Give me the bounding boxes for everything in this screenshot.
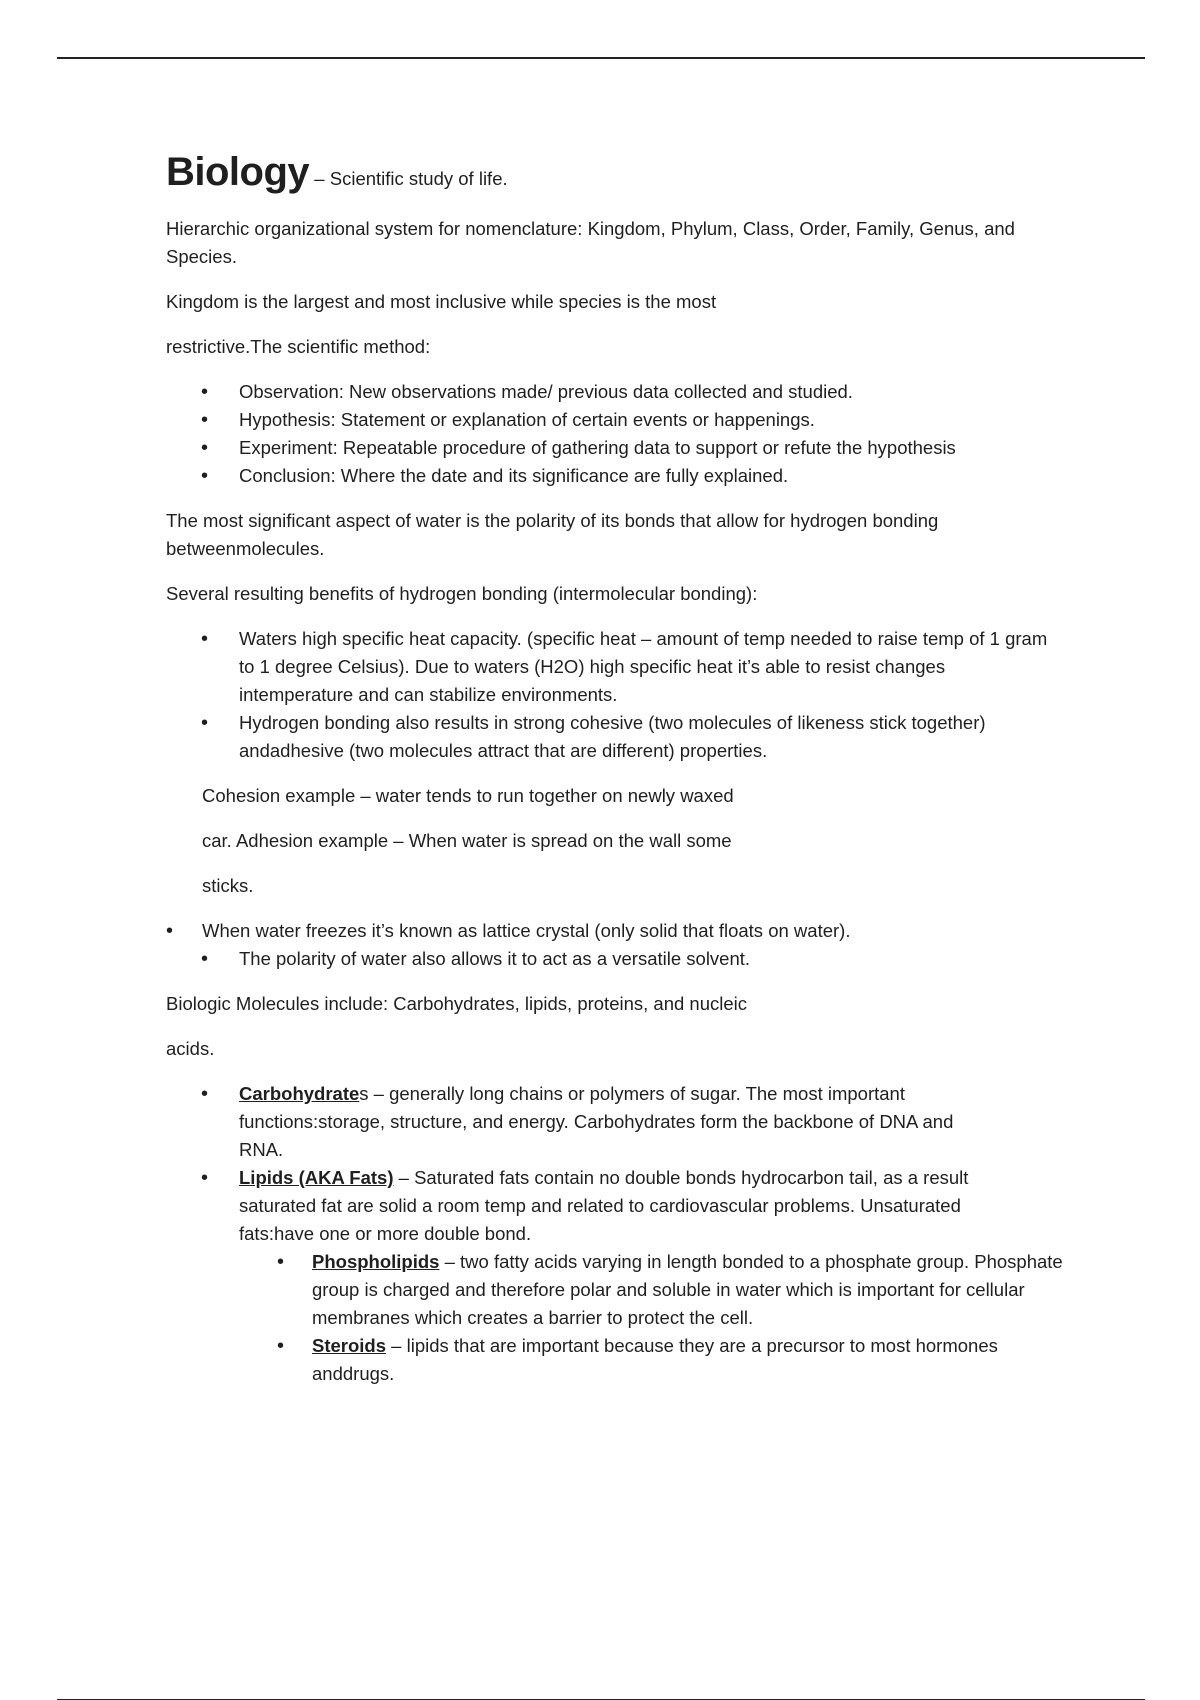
lipids-sublist bbox=[166, 1248, 1072, 1388]
solvent-list bbox=[166, 945, 1096, 973]
term-lipids: Lipids (AKA Fats) bbox=[239, 1167, 394, 1188]
page-title: Biology bbox=[166, 150, 310, 194]
term-carbohydrates: Carbohydrate bbox=[239, 1083, 360, 1104]
kingdom-line-2: restrictive.The scientific method: bbox=[166, 336, 431, 357]
list-item: • Waters high specific heat capacity. (specific heat – amount of temp needed to raise temp of 1 gram to 1 degree Celsius). Due to waters (H2O) high specific heat it’s able to resist changes intemperature and can stabilize environments. bbox=[239, 625, 1059, 709]
title-line bbox=[166, 150, 1096, 201]
lipids-text: – Saturated fats contain no double bonds hydrocarbon tail, as a result saturated fat are solid a room temp and related to cardiovascular problems. Unsaturated fats:have one or more double bond. bbox=[239, 1167, 969, 1244]
hierarchy-paragraph: Hierarchic organizational system for nomenclature: Kingdom, Phylum, Class, Order, Family, Genus, and Species. bbox=[166, 218, 1015, 267]
list-item: • Observation: New observations made/ previous data collected and studied. bbox=[239, 378, 1096, 406]
list-item-carbohydrates bbox=[239, 1080, 969, 1164]
term-phospholipids: Phospholipids bbox=[312, 1251, 440, 1272]
page-subtitle: – Scientific study of life. bbox=[309, 168, 508, 189]
document-page bbox=[166, 150, 1096, 1388]
list-item: • The polarity of water also allows it to act as a versatile solvent. bbox=[239, 945, 1096, 973]
benefits-heading: Several resulting benefits of hydrogen bonding (intermolecular bonding): bbox=[166, 583, 758, 604]
molecules-line-1: Biologic Molecules include: Carbohydrates, lipids, proteins, and nucleic bbox=[166, 993, 748, 1014]
water-polarity-paragraph: The most significant aspect of water is the polarity of its bonds that allow for hydrogen bonding betweenmolecules. bbox=[166, 510, 939, 559]
steroids-text: – lipids that are important because they are a precursor to most hormones anddrugs. bbox=[312, 1335, 998, 1384]
cohesion-line-3: sticks. bbox=[202, 875, 254, 896]
list-item: • Experiment: Repeatable procedure of gathering data to support or refute the hypothesis bbox=[239, 434, 1096, 462]
cohesion-line-1: Cohesion example – water tends to run together on newly waxed bbox=[202, 785, 734, 806]
cohesion-line-2: car. Adhesion example – When water is spread on the wall some bbox=[202, 830, 732, 851]
kingdom-line-1: Kingdom is the largest and most inclusive while species is the most bbox=[166, 291, 717, 312]
list-item-lipids bbox=[239, 1164, 1039, 1248]
list-item: • Hypothesis: Statement or explanation of certain events or happenings. bbox=[239, 406, 1096, 434]
list-item-steroids bbox=[312, 1332, 1072, 1388]
header-rule bbox=[57, 57, 1145, 59]
list-item: • When water freezes it’s known as lattice crystal (only solid that floats on water). bbox=[202, 917, 1096, 945]
molecules-list bbox=[166, 1080, 1039, 1248]
list-item: • Conclusion: Where the date and its significance are fully explained. bbox=[239, 462, 1096, 490]
carbohydrates-text: s – generally long chains or polymers of sugar. The most important functions:storage, structure, and energy. Carbohydrates form the backbone of DNA and RNA. bbox=[239, 1083, 954, 1160]
list-item-phospholipids bbox=[312, 1248, 1072, 1332]
scientific-method-list bbox=[166, 378, 1096, 490]
benefits-list bbox=[166, 625, 1059, 765]
lattice-list bbox=[166, 917, 1096, 945]
phospholipids-text: – two fatty acids varying in length bonded to a phosphate group. Phosphate group is charged and therefore polar and soluble in water which is important for cellular membranes which creates a barrier to protect the cell. bbox=[312, 1251, 1063, 1328]
list-item: • Hydrogen bonding also results in strong cohesive (two molecules of likeness stick together) andadhesive (two molecules attract that are different) properties. bbox=[239, 709, 1059, 765]
term-steroids: Steroids bbox=[312, 1335, 387, 1356]
molecules-line-2: acids. bbox=[166, 1038, 215, 1059]
